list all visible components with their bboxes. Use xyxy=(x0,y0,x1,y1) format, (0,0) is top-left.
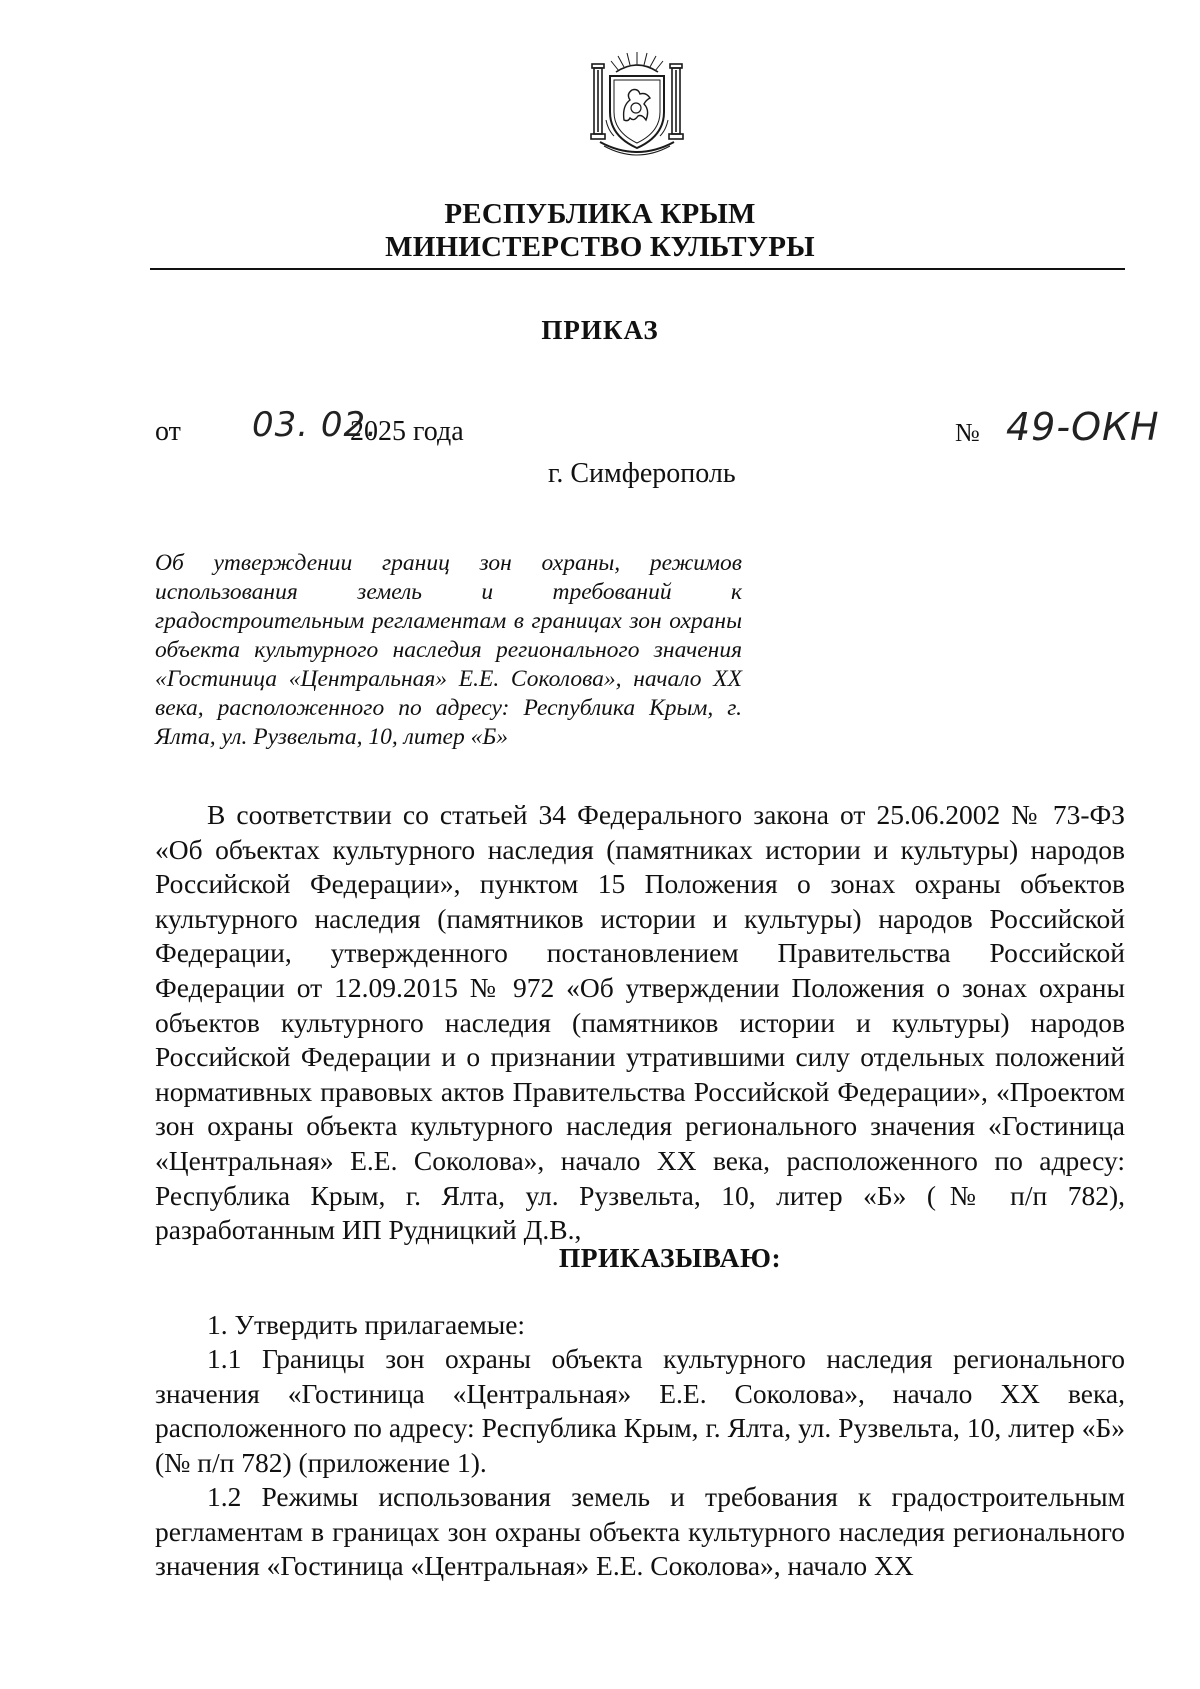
republic-title: РЕСПУБЛИКА КРЫМ xyxy=(444,198,756,230)
city-label: г. Симферополь xyxy=(548,458,736,489)
number-sign: № xyxy=(955,418,980,447)
order-subject: Об утверждении границ зон охраны, режимов использования земель и требований к градостроительным регламентам в границах зон охраны объекта культурного наследия регионального значения «Гостиница «Центральная» Е.Е. Соколова», начало XX века, расположенного по адресу: Республика Крым, г. Ялта, ул. Рузвельта, 10, литер «Б» xyxy=(155,550,742,750)
handwritten-date: 03. 02. xyxy=(252,405,378,445)
preamble-paragraph: В соответствии со статьей 34 Федерального закона от 25.06.2002 № 73-ФЗ «Об объектах культурного наследия (памятниках истории и культуры) народов Российской Федерации», пунктом 15 Положения о зонах охраны объектов культурного наследия (памятников истории и культуры) народов Российской Федерации, утвержденного постановлением Правительства Российской Федерации от 12.09.2015 № 972 «Об утверждении Положения о зонах охраны объектов культурного наследия (памятников истории и культуры) народов Российской Федерации и о признании утратившими силу отдельных положений нормативных правовых актов Правительства Российской Федерации», «Проектом зон охраны объекта культурного наследия регионального значения «Гостиница «Центральная» Е.Е. Соколова», начало XX века, расположенного по адресу: Республика Крым, г. Ялта, ул. Рузвельта, 10, литер «Б» (№ п/п 782), разработанным ИП Рудницкий Д.В., xyxy=(155,799,1125,1246)
date-year: 2025 года xyxy=(350,416,464,447)
handwritten-number: 49-ОКН xyxy=(1006,405,1160,449)
order-heading: ПРИКАЗЫВАЮ: xyxy=(558,1242,782,1273)
item-1-2: 1.2 Режимы использования земель и требования к градостроительным регламентам в границах зон охраны объекта культурного наследия регионального значения «Гостиница «Центральная» Е.Е. Соколова», начало XX xyxy=(155,1481,1125,1582)
crimea-coat-of-arms-icon xyxy=(586,50,688,158)
header-divider xyxy=(150,268,1125,270)
date-from-label: от xyxy=(155,416,181,447)
document-type-title: ПРИКАЗ xyxy=(541,315,659,345)
item-1-1: 1.1 Границы зон охраны объекта культурного наследия регионального значения «Гостиница «Центральная» Е.Е. Соколова», начало XX века, расположенного по адресу: Республика Крым, г. Ялта, ул. Рузвельта, 10, литер «Б» (№ п/п 782) (приложение 1). xyxy=(155,1343,1125,1478)
ministry-title: МИНИСТЕРСТВО КУЛЬТУРЫ xyxy=(385,231,815,263)
item-1: 1. Утвердить прилагаемые: xyxy=(207,1309,526,1340)
